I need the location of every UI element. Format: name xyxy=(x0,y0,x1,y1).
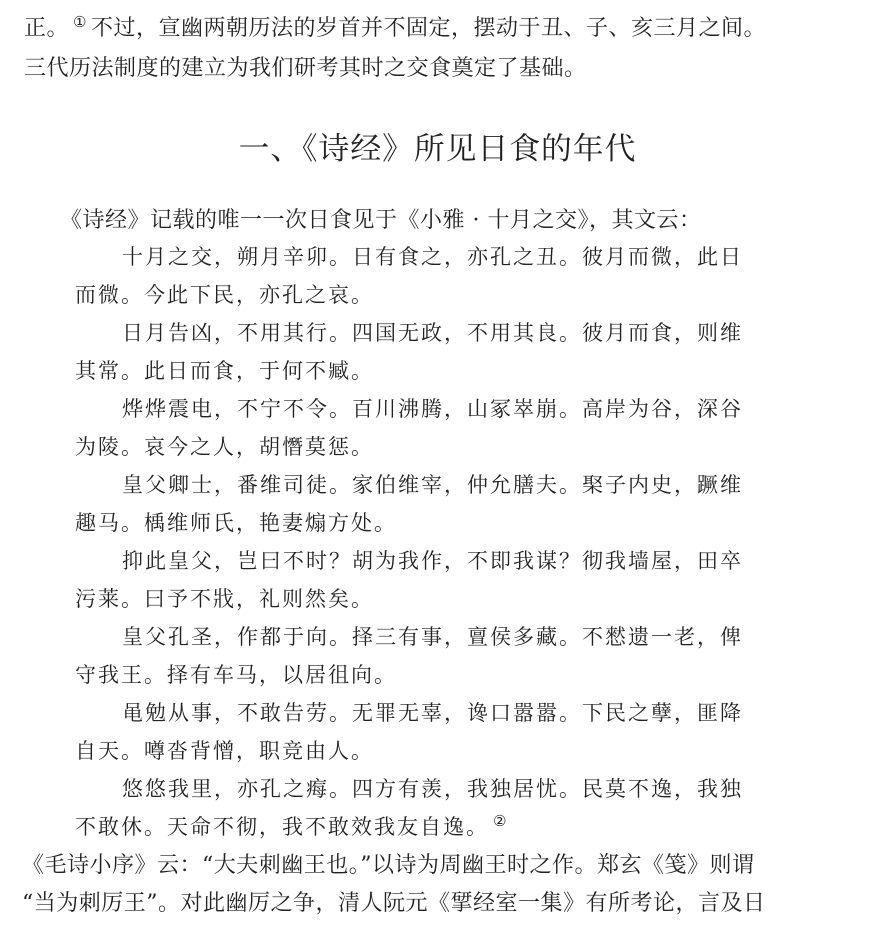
outro-line-1: 《毛诗小序》云：“大夫刺幽王也。”以诗为周幽王时之作。郑玄《笺》则谓 xyxy=(22,853,755,878)
footnote-marker-2[interactable]: ② xyxy=(493,812,509,830)
poem-line: 悠悠我里，亦孔之痗。四方有羡，我独居忧。民莫不逸，我独 xyxy=(122,777,743,801)
outro-line-2: “当为刺厉王”。对此幽厉之争，清人阮元《揅经室一集》有所考论，言及日 xyxy=(22,891,766,916)
intro-text-start: 正。 xyxy=(24,16,70,41)
poem-line: 日月告凶，不用其行。四国无政，不用其良。彼月而食，则维 xyxy=(122,321,743,345)
intro-line-1 xyxy=(24,11,766,42)
poem-line: 烨烨震电，不宁不令。百川沸腾，山冢崒崩。高岸为谷，深谷 xyxy=(122,397,743,421)
section-heading: 一、《诗经》所见日食的年代 xyxy=(238,131,637,167)
poem-line: 十月之交，朔月辛卯。日有食之，亦孔之丑。彼月而微，此日 xyxy=(122,245,743,269)
poem-line: 自天。噂沓背憎，职竞由人。 xyxy=(75,739,374,763)
intro-line-2: 三代历法制度的建立为我们研考其时之交食奠定了基础。 xyxy=(24,56,587,81)
poem-line: 其常。此日而食，于何不臧。 xyxy=(75,359,374,383)
poem-line: 趣马。楀维师氏，艳妻煽方处。 xyxy=(75,511,397,535)
poem-line-last xyxy=(75,811,512,841)
poem-line: 为陵。哀今之人，胡憯莫惩。 xyxy=(75,435,374,459)
poem-line: 而微。今此下民，亦孔之哀。 xyxy=(75,283,374,307)
intro-text-rest: 不过，宣幽两朝历法的岁首并不固定，摆动于丑、子、亥三月之间。 xyxy=(90,16,766,41)
poem-line-text: 不敢休。天命不彻，我不敢效我友自逸。 xyxy=(75,815,489,839)
footnote-marker-1[interactable]: ① xyxy=(73,12,87,31)
poem-line: 守我王。择有车马，以居徂向。 xyxy=(75,663,397,687)
poem-line: 皇父孔圣，作都于向。择三有事，亶侯多藏。不憖遗一老，俾 xyxy=(122,625,743,649)
poem-line: 抑此皇父，岂曰不时？胡为我作，不即我谋？彻我墙屋，田卒 xyxy=(122,549,743,573)
poem-line: 污莱。曰予不戕，礼则然矣。 xyxy=(75,587,374,611)
poem-line: 皇父卿士，番维司徒。家伯维宰，仲允膳夫。棸子内史，蹶维 xyxy=(122,473,743,497)
poem-line: 黾勉从事，不敢告劳。无罪无辜，谗口嚣嚣。下民之孽，匪降 xyxy=(122,701,743,725)
lead-paragraph: 《诗经》记载的唯一一次日食见于《小雅 · 十月之交》，其文云： xyxy=(60,208,702,233)
